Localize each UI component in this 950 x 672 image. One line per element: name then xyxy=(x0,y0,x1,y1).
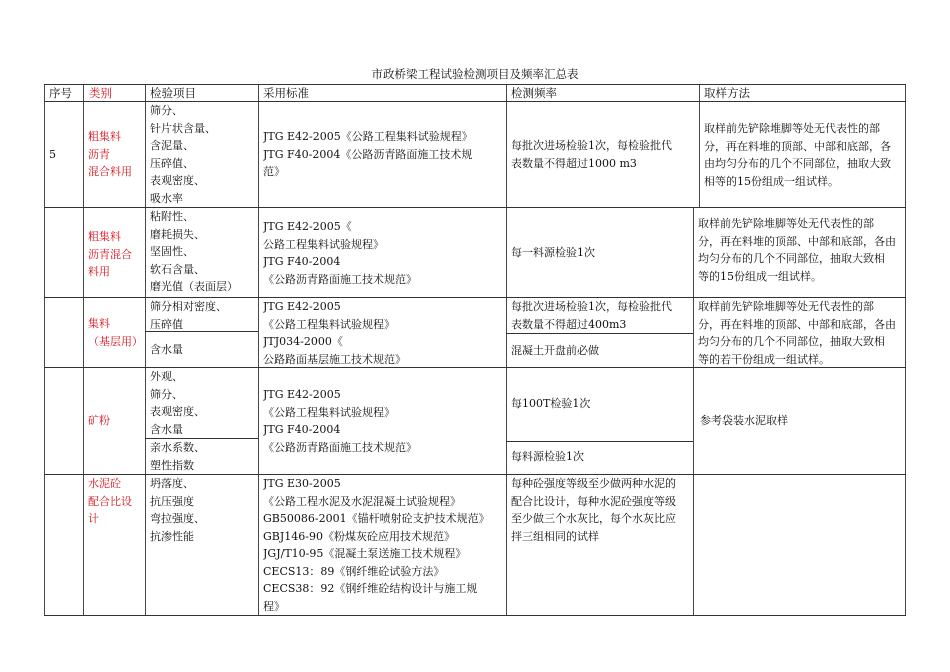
row1-frequency: 每批次进场检验1次，每检验批代 表数量不得超过1000 m3 xyxy=(511,139,672,170)
row3-frequency-b: 混凝土开盘前必做 xyxy=(511,344,599,357)
row5-frequency: 每种砼强度等级至少做两种水泥的 配合比设计，每种水泥砼强度等级 至少做三个水灰比，每个水灰比应 拌三组相同的试样 xyxy=(511,477,676,543)
row5-items: 坍落度、 抗压强度 弯拉强度、 抗渗性能 xyxy=(150,477,205,543)
row4-items-a: 外观、 筛分、 表观密度、 含水量 xyxy=(150,370,205,436)
row1-items: 筛分、 针片状含量、 含泥量、 压碎值、 表观密度、 吸水率 xyxy=(150,104,216,205)
row1-category: 粗集料 沥青 混合料用 xyxy=(88,130,132,178)
row1-sampling: 取样前先铲除堆脚等处无代表性的部 分，再在料堆的顶部、中部和底部，各 由均匀分布的几个不同部位，抽取大致 相等的15份组成一组试样。 xyxy=(704,122,891,188)
row1-seq: 5 xyxy=(49,148,56,161)
row4-standard: JTG E42-2005 《公路工程集料试验规程》 JTG F40-2004 《公路沥青路面施工技术规范》 xyxy=(263,388,417,454)
row3-sampling: 取样前先铲除堆脚等处无代表性的部 分，再在料堆的顶部、中部和底部，各由 均匀分布的几个不同部位，抽取大致相 等的若干份组成一组试样。 xyxy=(698,300,896,366)
header-standard: 采用标准 xyxy=(263,86,309,100)
row2-frequency: 每一料源检验1次 xyxy=(511,246,595,259)
row3-items-b: 含水量 xyxy=(150,343,183,356)
row4-frequency-b: 每料源检验1次 xyxy=(511,450,584,463)
row4-sampling: 参考袋装水泥取样 xyxy=(700,414,788,427)
row3-items-a: 筛分相对密度、 压碎值 xyxy=(150,300,227,331)
row4-frequency-a: 每100T检验1次 xyxy=(511,397,591,410)
row4-category: 矿粉 xyxy=(88,414,110,427)
row2-sampling: 取样前先铲除堆脚等处无代表性的部 分，再在料堆的顶部、中部和底部，各由 均匀分布的几个不同部位，抽取大致相 等的15份组成一组试样。 xyxy=(698,217,896,283)
row2-items: 粘附性、 磨耗损失、 坚固性、 软石含量、 磨光值（表面层） xyxy=(150,210,238,293)
row1-standard: JTG E42-2005《公路工程集料试验规程》 JTG F40-2004《公路沥青路面施工技术规 范》 xyxy=(263,130,473,178)
header-items: 检验项目 xyxy=(150,86,196,100)
header-sampling: 取样方法 xyxy=(704,86,750,100)
row2-category: 粗集料 沥青混合 料用 xyxy=(88,230,132,278)
document-title: 市政桥梁工程试验检测项目及频率汇总表 xyxy=(371,67,579,81)
header-category: 类别 xyxy=(89,86,112,100)
row3-standard: JTG E42-2005 《公路工程集料试验规程》 JTJ034-2000《 公路路面基层施工技术规范》 xyxy=(263,300,406,366)
header-seq: 序号 xyxy=(49,86,72,100)
row4-items-b: 亲水系数、 塑性指数 xyxy=(150,441,205,472)
row3-frequency-a: 每批次进场检验1次，每检验批代 表数量不得超过400m3 xyxy=(511,300,672,331)
row5-category: 水泥砼 配合比设 计 xyxy=(88,477,132,525)
row5-standard: JTG E30-2005 《公路工程水泥及水泥混凝土试验规程》 GB50086-2001《锚杆喷射砼支护技术规范》 GBJ146-90《粉煤灰砼应用技术规范》 JGJ/T10-95《混凝土泵送施工技术规程》 CECS13：89《钢纤维砼试验方法》 CECS38：92《钢纤维砼结构设计与施工规 程》 xyxy=(263,477,490,613)
row3-category: 集料 （基层用） xyxy=(88,317,143,348)
header-frequency: 检测频率 xyxy=(511,86,557,100)
row2-standard: JTG E42-2005《 公路工程集料试验规程》 JTG F40-2004 《公路沥青路面施工技术规范》 xyxy=(263,220,417,286)
